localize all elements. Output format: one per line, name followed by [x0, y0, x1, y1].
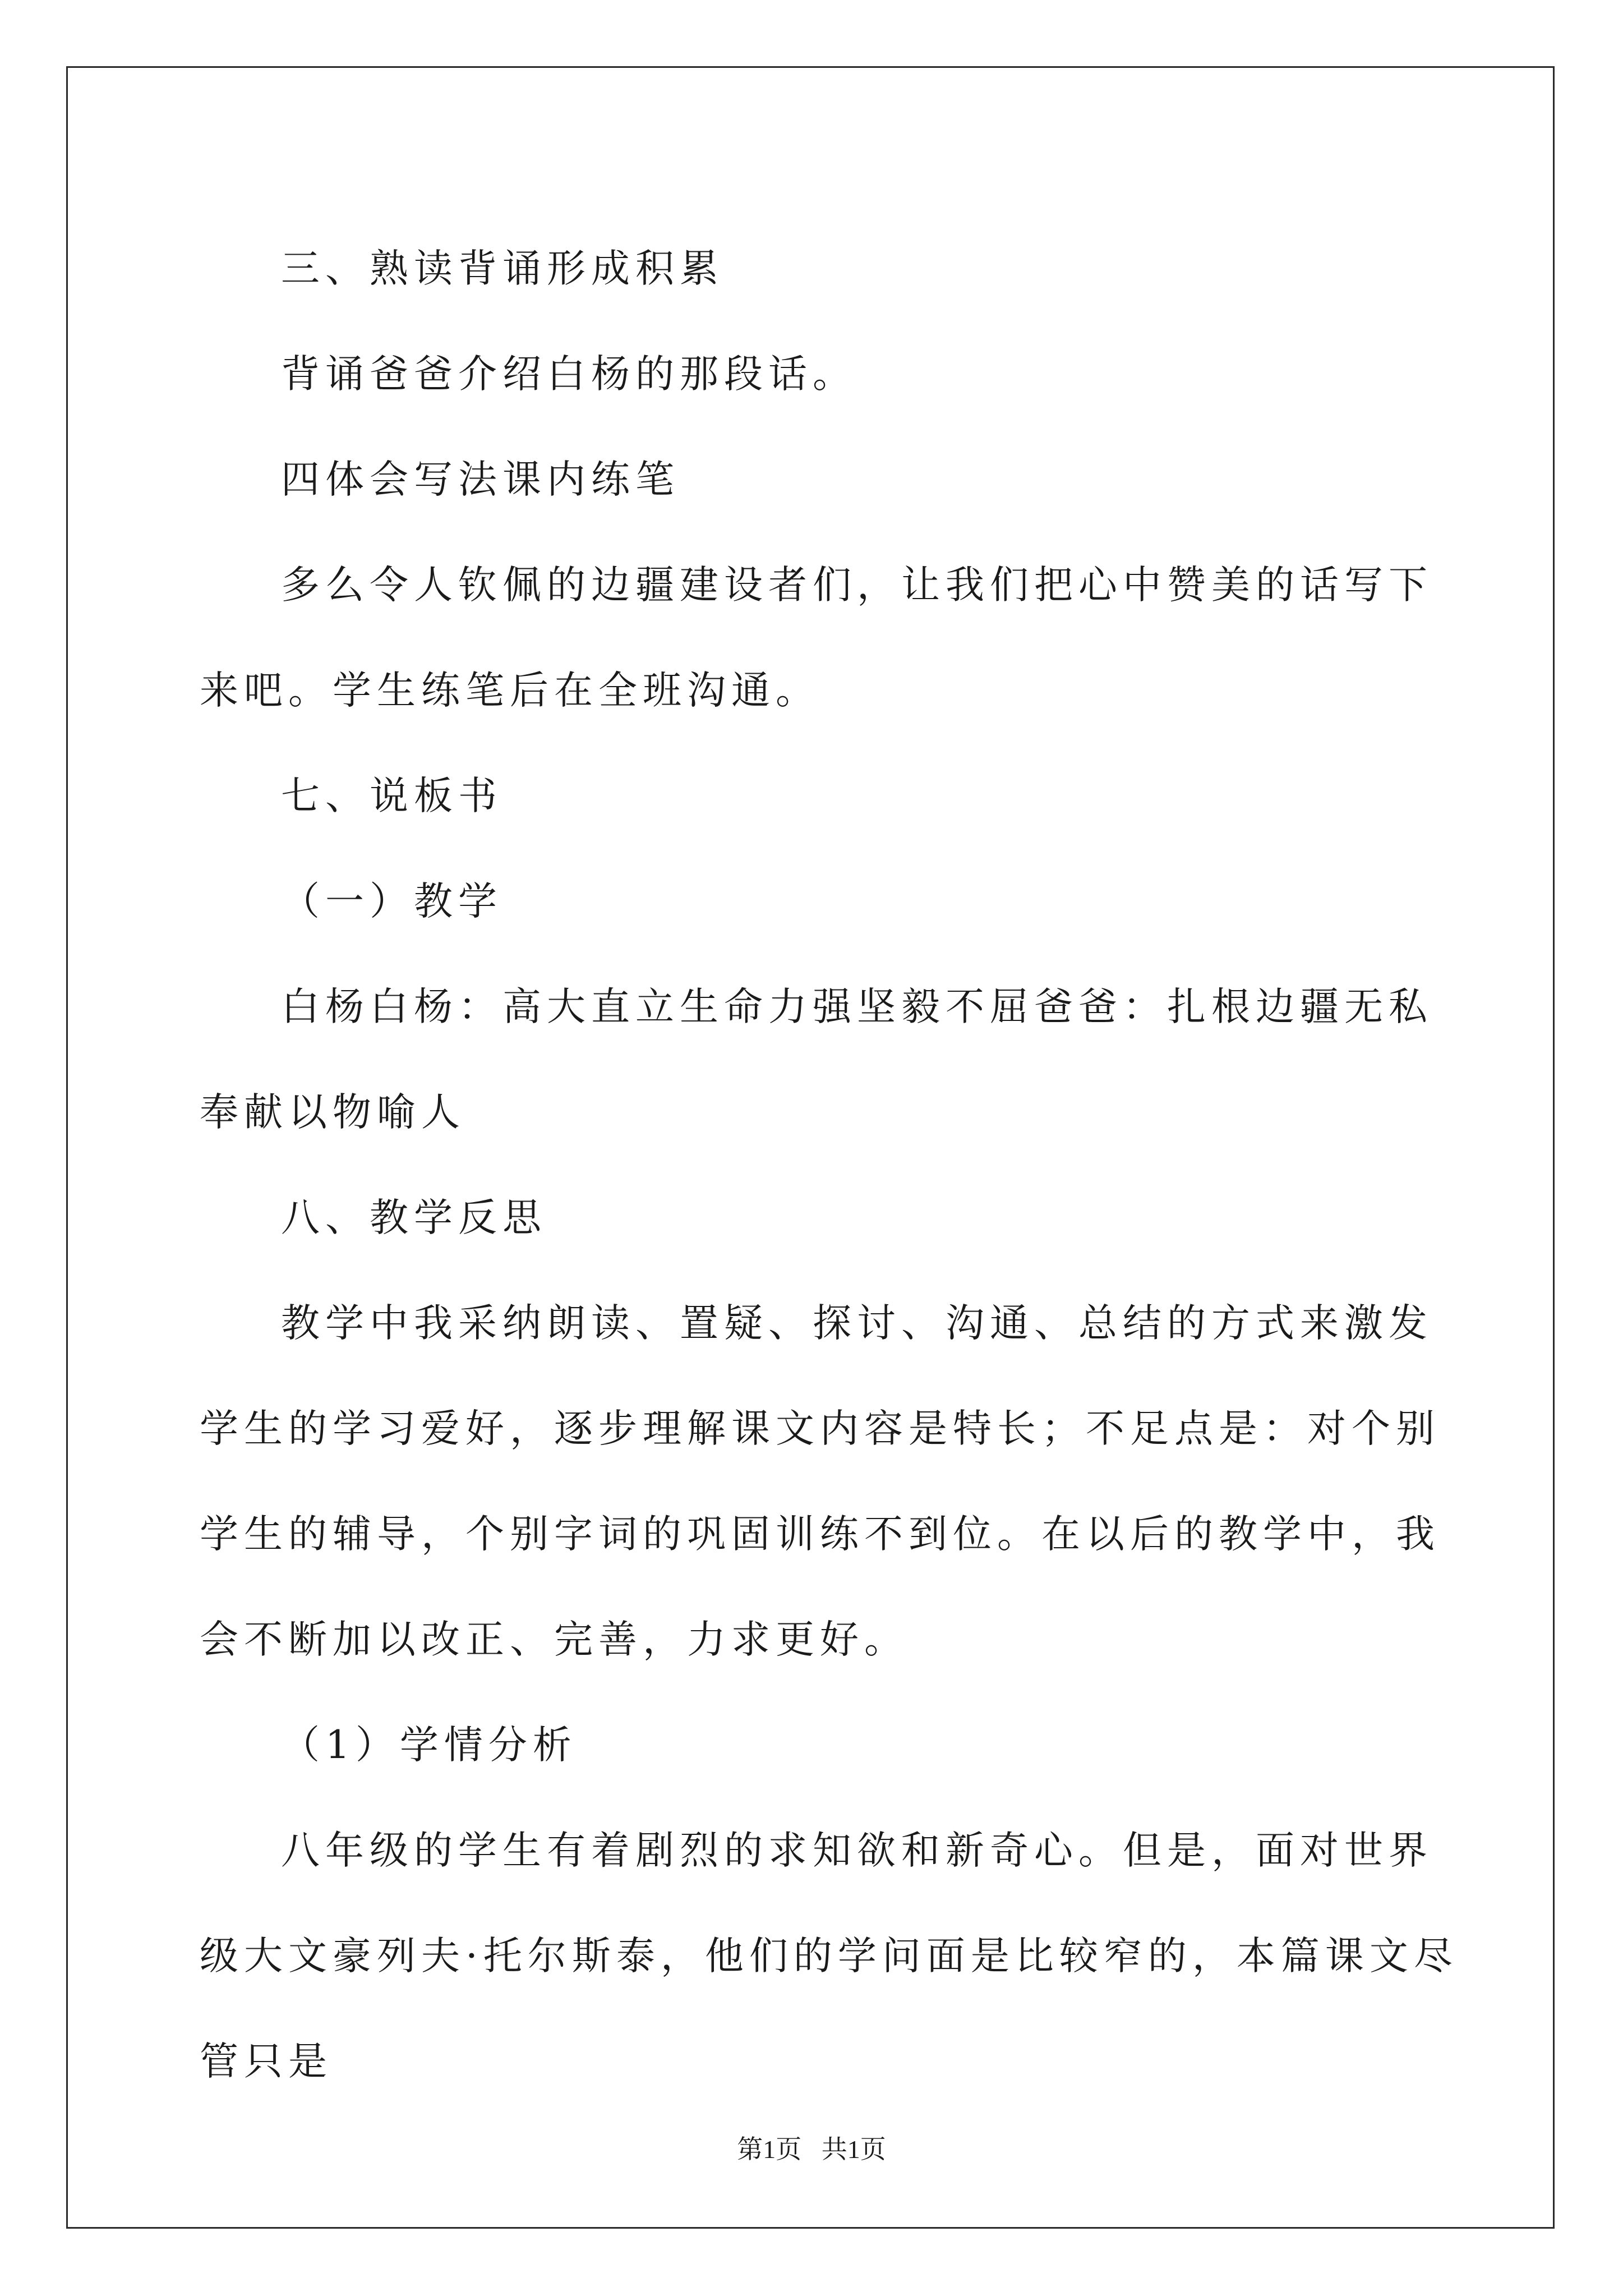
paragraph: 白杨白杨：高大直立生命力强坚毅不屈爸爸：扎根边疆无私奉献以物喻人	[200, 984, 1433, 1135]
paragraph: 多么令人钦佩的边疆建设者们，让我们把心中赞美的话写下来吧。学生练笔后在全班沟通。	[200, 563, 1433, 713]
page-footer	[0, 2129, 1623, 2166]
paragraph-heading-8: 八、教学反思	[281, 1195, 547, 1240]
paragraph: 背诵爸爸介绍白杨的那段话。	[281, 352, 857, 397]
paragraph-subheading: （一）教学	[281, 879, 502, 924]
paragraph-heading-7: 七、说板书	[281, 774, 502, 818]
page-number: 第1页	[737, 2135, 802, 2164]
document-body	[200, 216, 1473, 2114]
paragraph-heading-3: 三、熟读背诵形成积累	[281, 246, 724, 291]
paragraph: 八年级的学生有着剧烈的求知欲和新奇心。但是，面对世界级大文豪列夫·托尔斯泰，他们的学问面是比较窄的，本篇课文尽管只是	[200, 1828, 1458, 2084]
paragraph: 教学中我采纳朗读、置疑、探讨、沟通、总结的方式来激发学生的学习爱好，逐步理解课文内容是特长；不足点是：对个别学生的辅导，个别字词的巩固训练不到位。在以后的教学中，我会不断加以改正、完善，力求更好。	[200, 1301, 1440, 1662]
page-total: 共1页	[821, 2135, 886, 2164]
paragraph-heading-4: 四体会写法课内练笔	[281, 457, 680, 502]
paragraph-subheading: （1）学情分析	[281, 1723, 577, 1768]
